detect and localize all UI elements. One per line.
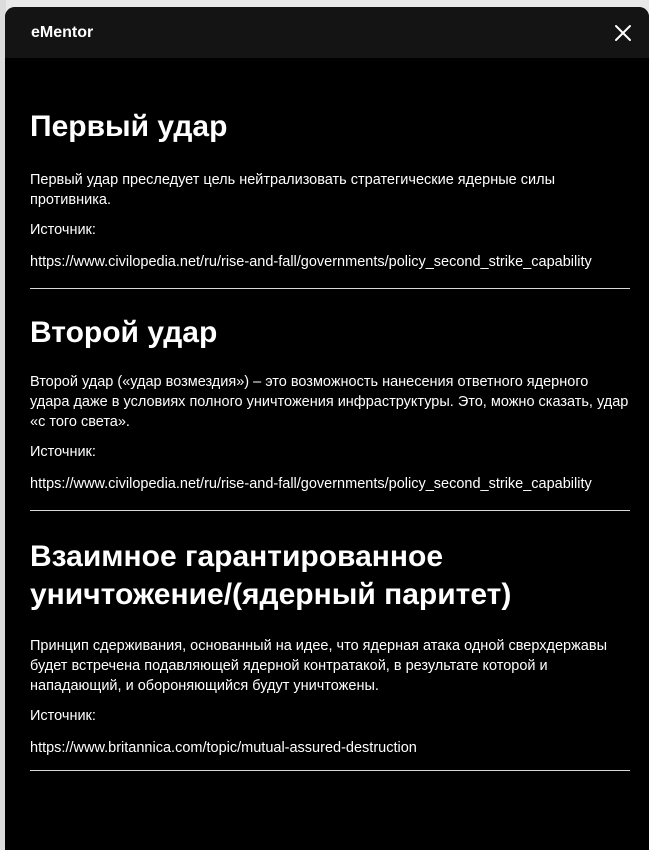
modal-header — [5, 7, 649, 58]
section-description: Принцип сдерживания, основанный на идее, что ядерная атака одной сверхдержавы будет встречена подавляющей ядерной контратакой, в результате которой и нападающий, и обороняющийся будут уничтожены. — [30, 638, 607, 694]
modal-body — [5, 58, 649, 771]
section-description: Второй удар («удар возмездия») – это возможность нанесения ответного ядерного удара даже в условиях полного уничтожения инфраструктуры. Это, можно сказать, удар «с того света». — [30, 374, 629, 430]
section-description: Первый удар преследует цель нейтрализовать стратегические ядерные силы противника. — [30, 172, 555, 208]
source-url: https://www.civilopedia.net/ru/rise-and-fall/governments/policy_second_strike_capability — [30, 476, 592, 492]
section-mutual-assured-destruction — [30, 511, 630, 771]
section-title: Первый удар — [30, 110, 228, 143]
section-first-strike — [30, 58, 630, 289]
close-button[interactable] — [611, 21, 635, 45]
source-label: Источник: — [30, 222, 96, 238]
section-title: Взаимное гарантированное уничтожение/(ядерный паритет) — [30, 540, 512, 611]
modal-title: eMentor — [31, 23, 94, 41]
source-label: Источник: — [30, 444, 96, 460]
source-url: https://www.britannica.com/topic/mutual-assured-destruction — [30, 740, 417, 756]
source-label: Источник: — [30, 708, 96, 724]
section-title: Второй удар — [30, 316, 218, 349]
close-icon — [614, 24, 632, 42]
section-second-strike — [30, 289, 630, 511]
ementor-modal — [5, 7, 649, 850]
source-url: https://www.civilopedia.net/ru/rise-and-fall/governments/policy_second_strike_capability — [30, 254, 592, 270]
